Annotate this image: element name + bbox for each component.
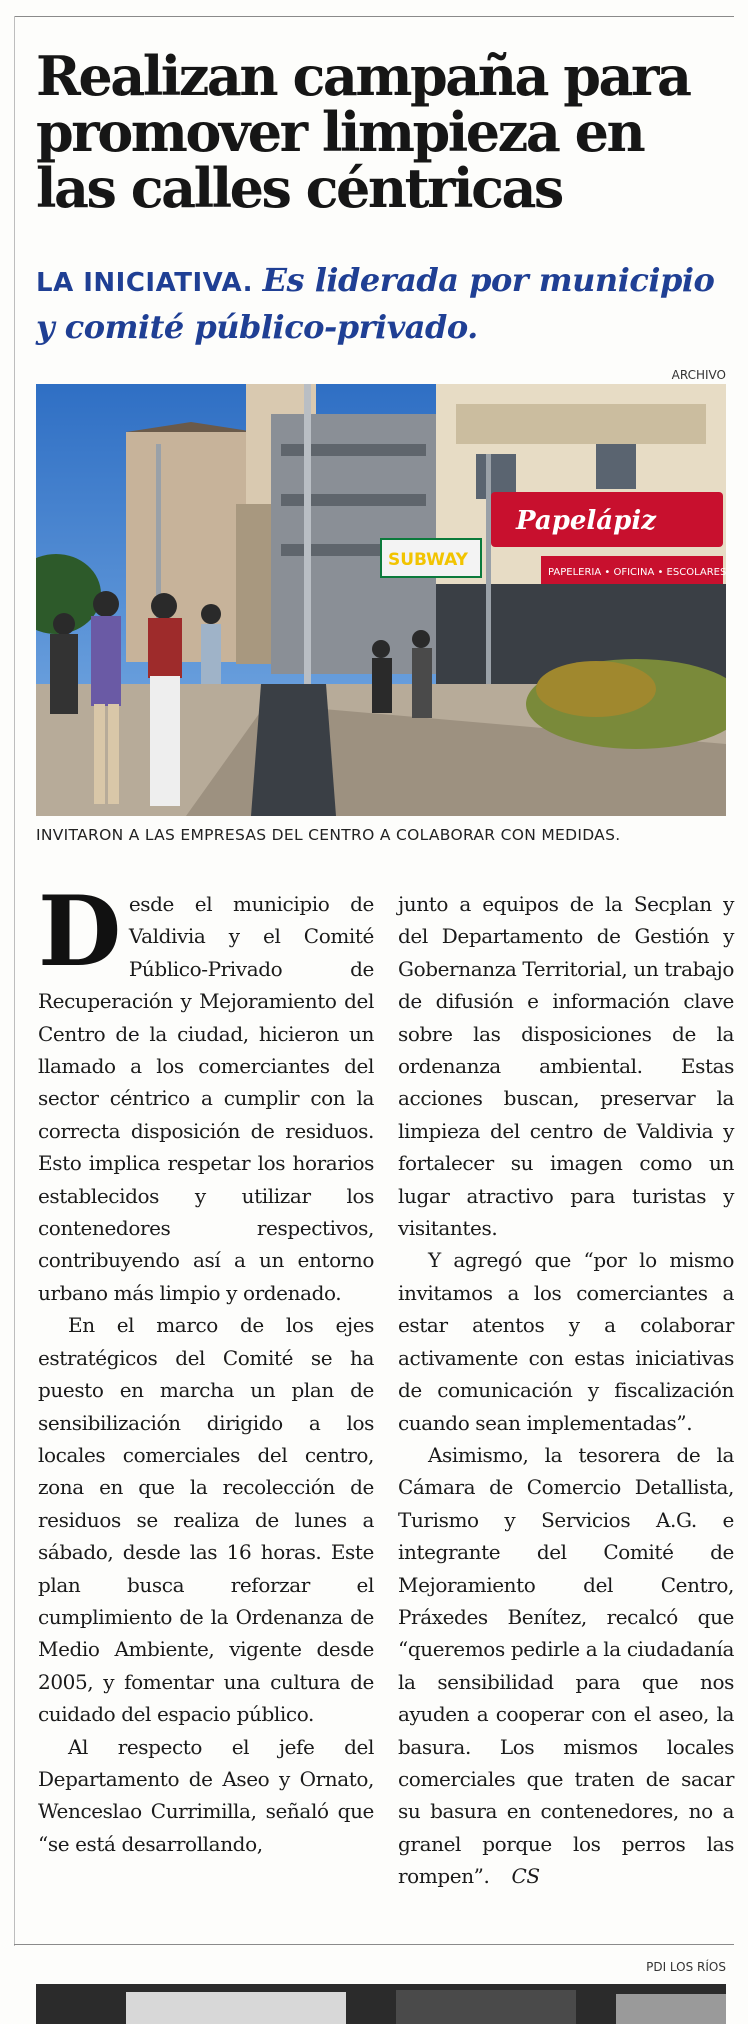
body-paragraph: junto a equipos de la Secplan y del Departamento de Gestión y Gobernanza Territorial, un trabajo de difusión e información clave sobre las disposiciones de la ordenanza ambiental. Estas acciones buscan, preservar la limpieza del centro de Valdivia y fortalecer su imagen como un lugar atractivo para turistas y visitantes. (398, 892, 734, 1241)
drop-cap: D (38, 875, 121, 988)
body-column-1 (38, 875, 374, 1860)
author-signature: CS (511, 1864, 540, 1889)
body-paragraph (38, 875, 374, 1309)
body-column-2 (398, 888, 734, 1893)
body-paragraph: Y agregó que “por lo mismo invitamos a los comerciantes a estar atentos y a colaborar activamente con estas iniciativas de comunicación y fiscalización cuando sean implementadas”. (398, 1248, 734, 1435)
paragraph-text: Asimismo, la tesorera de la Cámara de Comercio Detallista, Turismo y Servicios A.G. e integrante del Comité de Mejoramiento del Centro, Práxedes Benítez, recalcó que “queremos pedirle a la ciudadanía la sensibilidad para que nos ayuden a cooperar con el aseo, la basura. Los mismos locales comerciales que traten de sacar su basura en contenedores, no a granel porque los perros las rompen”. (398, 1442, 734, 1889)
deck-kicker: LA INICIATIVA. (36, 268, 253, 298)
papelapiz-sign-text: Papelápiz (516, 506, 656, 536)
deck-text: Es liderada por municipio y comité público-privado. (36, 261, 715, 346)
paragraph-text: esde el municipio de Valdivia y el Comité Público-Privado de Recuperación y Mejoramiento del Centro de la ciudad, hicieron un llamado a los comerciantes del sector céntrico a cumplir con la correcta disposición de residuos. Esto implica respetar los horarios establecidos y utilizar los contenedores respectivos, contribuyendo así a un entorno urbano más limpio y ordenado. (38, 892, 374, 1305)
next-article-photo (36, 1984, 726, 2024)
subway-sign-text: SUBWAY (388, 550, 468, 570)
next-photo-credit: PDI LOS RÍOS (646, 1960, 726, 1974)
papelapiz-subsign-text: PAPELERIA • OFICINA • ESCOLARES (548, 567, 726, 578)
bottom-rule (14, 1944, 734, 1945)
deck (36, 258, 736, 349)
body-paragraph: Al respecto el jefe del Departamento de Aseo y Ornato, Wenceslao Currimilla, señaló que “se está desarrollando, (38, 1734, 374, 1856)
top-rule (14, 16, 734, 17)
photo-caption: INVITARON A LAS EMPRESAS DEL CENTRO A COLABORAR CON MEDIDAS. (36, 826, 621, 844)
headline: Realizan campaña para promover limpieza en las calles céntricas (36, 44, 690, 220)
body-paragraph (398, 1439, 734, 1893)
street-photo (36, 384, 726, 816)
photo-credit: ARCHIVO (671, 368, 726, 382)
body-paragraph: En el marco de los ejes estratégicos del Comité se ha puesto en marcha un plan de sensibilización dirigido a los locales comerciales del centro, zona en que la recolección de residuos se realiza de lunes a sábado, desde las 16 horas. Este plan busca reforzar el cumplimiento de la Ordenanza de Medio Ambiente, vigente desde 2005, y fomentar una cultura de cuidado del espacio público. (38, 1313, 374, 1727)
left-column-rule (14, 16, 15, 1946)
